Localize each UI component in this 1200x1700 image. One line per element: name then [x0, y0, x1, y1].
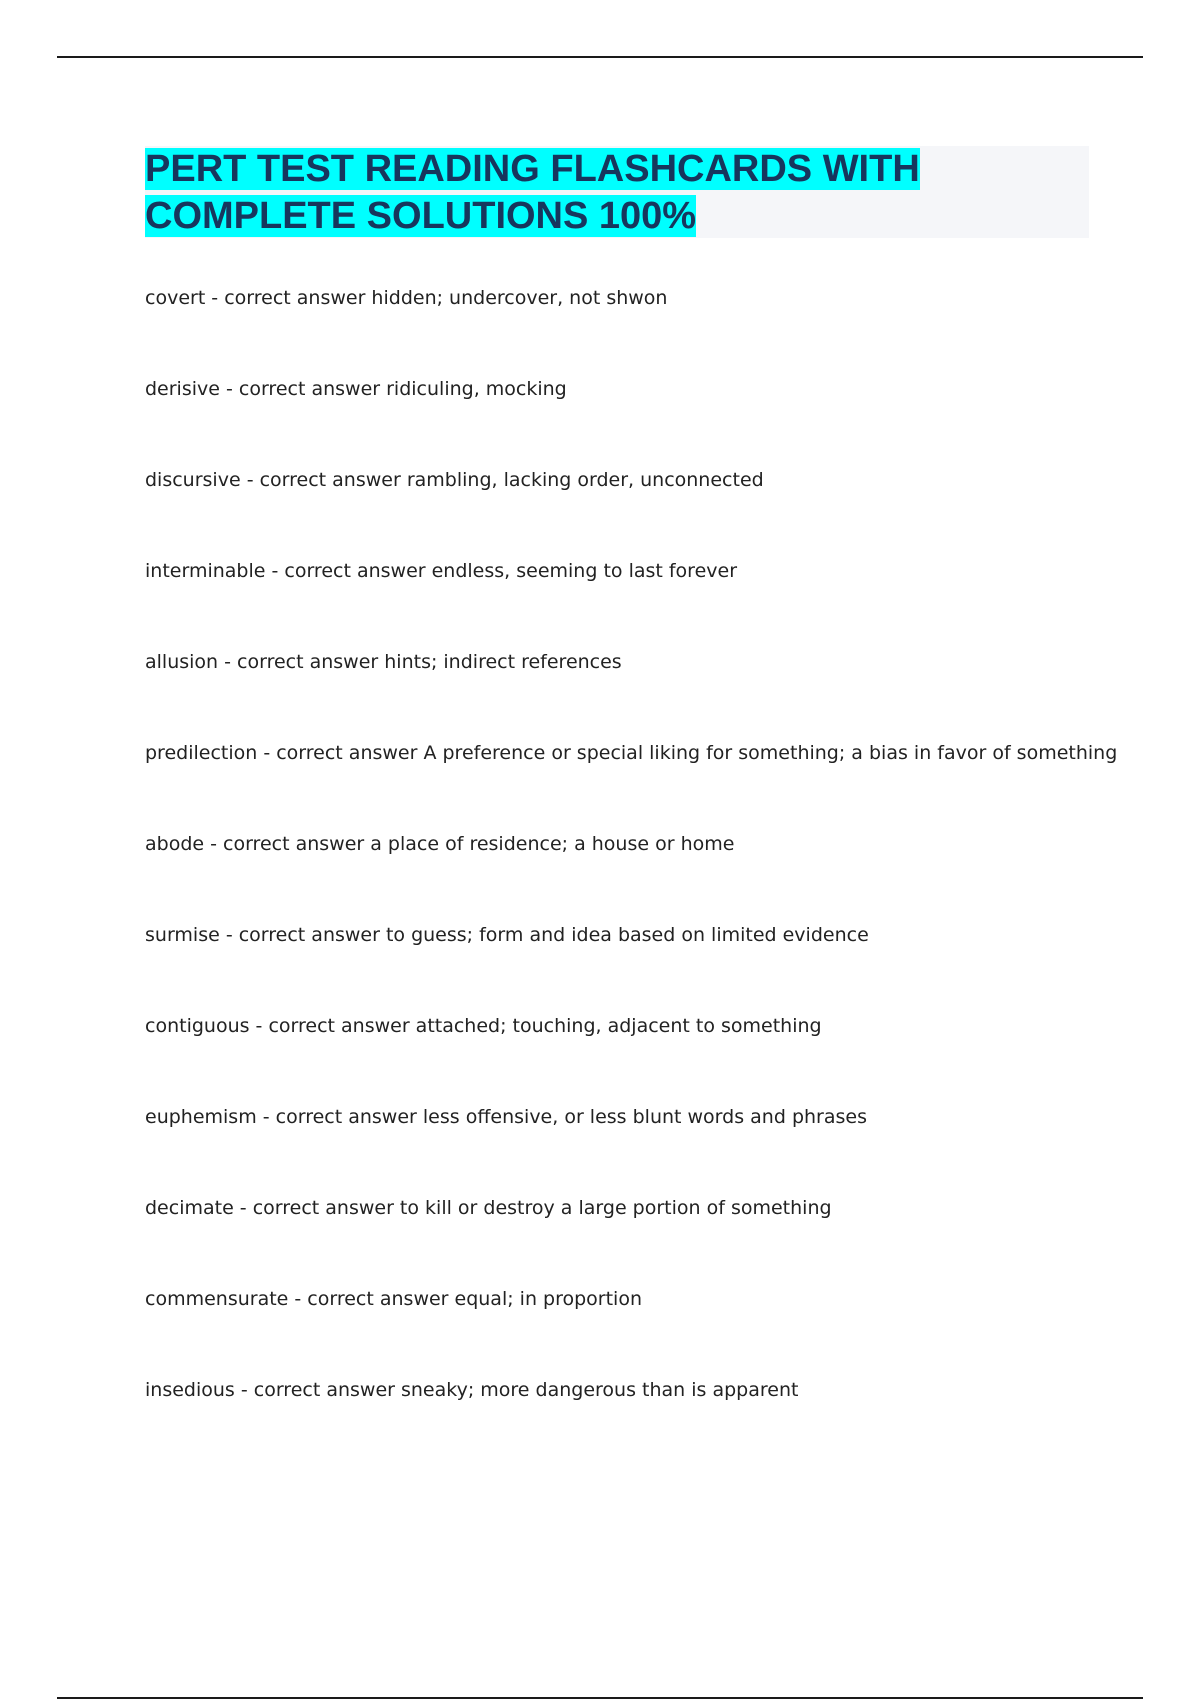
document-title: [145, 146, 1089, 240]
flashcard-entry: predilection - correct answer A preference or special liking for something; a bias in favor of something: [145, 742, 1118, 764]
flashcard-entry: interminable - correct answer endless, seeming to last forever: [145, 560, 738, 582]
flashcard-entry: surmise - correct answer to guess; form and idea based on limited evidence: [145, 924, 869, 946]
flashcard-entry: discursive - correct answer rambling, lacking order, unconnected: [145, 469, 764, 491]
flashcard-entry: abode - correct answer a place of residence; a house or home: [145, 833, 735, 855]
flashcard-entry: euphemism - correct answer less offensive, or less blunt words and phrases: [145, 1106, 867, 1128]
flashcard-entry: insedious - correct answer sneaky; more dangerous than is apparent: [145, 1379, 799, 1401]
flashcard-list: [145, 283, 1145, 1466]
flashcard-entry: commensurate - correct answer equal; in proportion: [145, 1288, 643, 1310]
flashcard-entry: allusion - correct answer hints; indirect references: [145, 651, 622, 673]
bottom-rule: [57, 1697, 1143, 1699]
title-block: [145, 146, 1089, 238]
top-rule: [57, 56, 1143, 58]
title-line-2: COMPLETE SOLUTIONS 100%: [145, 195, 697, 237]
title-line-1: PERT TEST READING FLASHCARDS WITH: [145, 148, 920, 190]
flashcard-entry: decimate - correct answer to kill or destroy a large portion of something: [145, 1197, 832, 1219]
flashcard-entry: covert - correct answer hidden; undercover, not shwon: [145, 287, 668, 309]
flashcard-entry: derisive - correct answer ridiculing, mocking: [145, 378, 567, 400]
flashcard-entry: contiguous - correct answer attached; touching, adjacent to something: [145, 1015, 822, 1037]
